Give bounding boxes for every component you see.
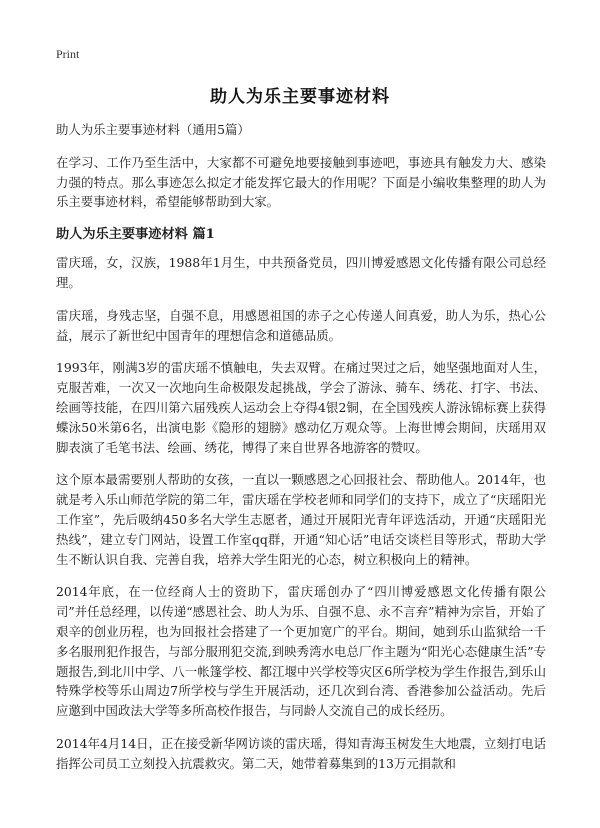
- print-link[interactable]: Print: [56, 47, 80, 61]
- article-subtitle: 助人为乐主要事迹材料（通用5篇）: [56, 122, 250, 137]
- paragraph-4: 这个原本最需要别人帮助的女孩，一直以一颗感恩之心回报社会、帮助他人。2014年，也就是考入乐山师范学院的第二年，雷庆瑶在学校老师和同学们的支持下，成立了“庆瑶阳光工作室”，先后吸纳450多名大学生志愿者，通过开展阳光青年评选活动，开通“庆瑶阳光热线”，建立专门网站，设置工作室qq群，开通“知心话”电话交谈栏目等形式，帮助大学生不断认识自我、完善自我，培养大学生阳光的心态，树立积极向上的精神。: [56, 472, 546, 567]
- paragraph-2: 雷庆瑶，身残志坚，自强不息，用感恩祖国的赤子之心传递人间真爱，助人为乐，热心公益，展示了新世纪中国青年的理想信念和道德品质。: [56, 307, 546, 343]
- paragraph-3: 1993年，刚满3岁的雷庆瑶不慎触电，失去双臂。在痛过哭过之后，她坚强地面对人生，克服苦难，一次又一次地向生命极限发起挑战，学会了游泳、骑车、绣花、打字、书法、绘画等技能，在四川第六届残疾人运动会上夺得4银2铜，在全国残疾人游泳锦标赛上获得蝶泳50米第6名，出演电影《隐形的翅膀》感动亿万观众等。上海世博会期间，庆瑶用双脚表演了毛笔书法、绘画、绣花，博得了来自世界各地游客的赞叹。: [56, 360, 546, 455]
- paragraph-5: 2014年底，在一位经商人士的资助下，雷庆瑶创办了“四川博爱感恩文化传播有限公司”并任总经理，以传递“感恩社会、助人为乐、自强不息、永不言弃”精神为宗旨，开始了艰辛的创业历程，也为回报社会搭建了一个更加宽广的平台。期间，她到乐山监狱给一千多名服刑犯作报告，与部分服刑犯交流,到映秀湾水电总厂作主题为“阳光心态健康生活”专题报告,到北川中学、八一帐篷学校、都江堰中兴学校等灾区6所学校为学生作报告,到乐山特殊学校等乐山周边7所学校与学生开展活动，还几次到台湾、香港参加公益活动。先后应邀到中国政法大学等多所高校作报告，与同龄人交流自己的成长经历。: [56, 584, 546, 719]
- paragraph-6: 2014年4月14日，正在接受新华网访谈的雷庆瑶，得知青海玉树发生大地震，立刻打电话指挥公司员工立刻投入抗震救灾。第二天，她带着募集到的13万元捐款和: [56, 735, 546, 771]
- page-title: 助人为乐主要事迹材料: [210, 87, 390, 107]
- section-heading: 助人为乐主要事迹材料 篇1: [56, 227, 215, 243]
- article-body: [56, 120, 546, 787]
- intro-paragraph: 在学习、工作乃至生活中，大家都不可避免地要接触到事迹吧，事迹具有触发力大、感染力强的特点。那么事迹怎么拟定才能发挥它最大的作用呢？下面是小编收集整理的助人为乐主要事迹材料，希望能够帮助到大家。: [56, 154, 546, 210]
- paragraph-1: 雷庆瑶，女，汉族，1988年1月生，中共预备党员，四川博爱感恩文化传播有限公司总经理。: [56, 255, 546, 290]
